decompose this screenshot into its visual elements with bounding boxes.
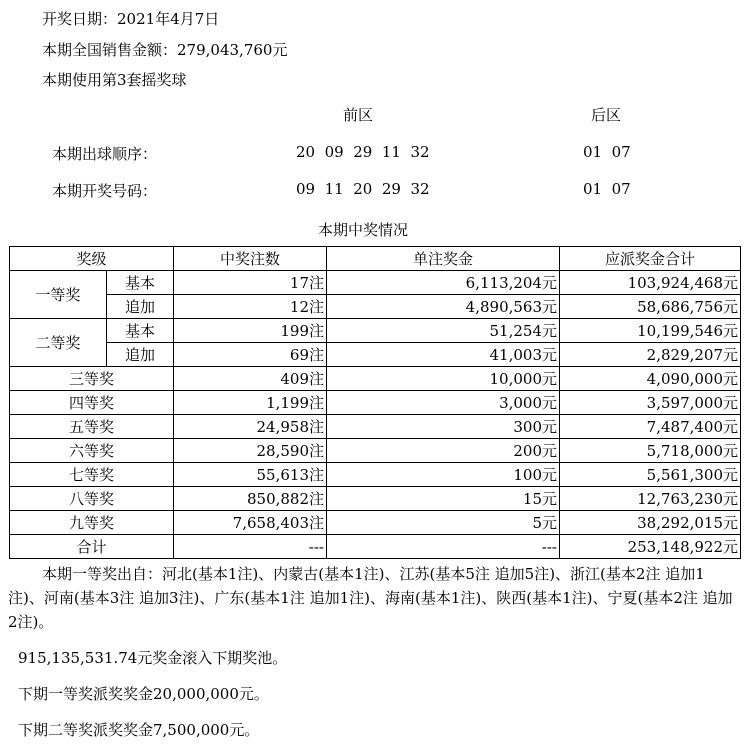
prize-cell: 10,000元 bbox=[327, 367, 560, 391]
header-prize: 单注奖金 bbox=[327, 247, 560, 271]
table-sum-row bbox=[10, 535, 741, 559]
count-cell: 1,199注 bbox=[174, 391, 327, 415]
next-second-prize-note: 下期二等奖派奖奖金7,500,000元。 bbox=[18, 721, 260, 739]
total-cell: 103,924,468元 bbox=[560, 271, 741, 295]
count-cell: 409注 bbox=[174, 367, 327, 391]
back-zone-label: 后区 bbox=[591, 106, 622, 124]
draw-order-back: 01 07 bbox=[583, 143, 631, 161]
winning-numbers-back: 01 07 bbox=[583, 180, 631, 198]
sub-extra: 追加 bbox=[107, 295, 174, 319]
prize-cell: 6,113,204元 bbox=[327, 271, 560, 295]
count-cell: 850,882注 bbox=[174, 487, 327, 511]
count-cell: 69注 bbox=[174, 343, 327, 367]
level-cell: 五等奖 bbox=[10, 415, 174, 439]
table-row bbox=[10, 319, 741, 343]
level-cell: 九等奖 bbox=[10, 511, 174, 535]
total-cell: 38,292,015元 bbox=[560, 511, 741, 535]
count-cell: 55,613注 bbox=[174, 463, 327, 487]
prize-cell: 300元 bbox=[327, 415, 560, 439]
total-cell: 4,090,000元 bbox=[560, 367, 741, 391]
sub-extra: 追加 bbox=[107, 343, 174, 367]
prize-cell: 3,000元 bbox=[327, 391, 560, 415]
total-cell: 5,718,000元 bbox=[560, 439, 741, 463]
sum-total: 253,148,922元 bbox=[560, 535, 741, 559]
prize-cell: 41,003元 bbox=[327, 343, 560, 367]
header-level: 奖级 bbox=[10, 247, 174, 271]
winning-numbers-front: 09 11 20 29 32 bbox=[296, 180, 430, 198]
total-cell: 2,829,207元 bbox=[560, 343, 741, 367]
table-title: 本期中奖情况 bbox=[318, 221, 409, 239]
count-cell: 28,590注 bbox=[174, 439, 327, 463]
sum-count: --- bbox=[174, 535, 327, 559]
count-cell: 199注 bbox=[174, 319, 327, 343]
prize-cell: 5元 bbox=[327, 511, 560, 535]
sum-prize: --- bbox=[327, 535, 560, 559]
draw-date-line bbox=[42, 8, 219, 29]
winning-numbers-label: 本期开奖号码： bbox=[52, 182, 158, 200]
draw-date: 2021年4月7日 bbox=[117, 10, 220, 28]
prize-cell: 51,254元 bbox=[327, 319, 560, 343]
level-cell: 八等奖 bbox=[10, 487, 174, 511]
table-header-row bbox=[10, 247, 741, 271]
count-cell: 7,658,403注 bbox=[174, 511, 327, 535]
rollover-note: 915,135,531.74元奖金滚入下期奖池。 bbox=[18, 649, 288, 667]
sub-basic: 基本 bbox=[107, 319, 174, 343]
total-cell: 58,686,756元 bbox=[560, 295, 741, 319]
table-row bbox=[10, 391, 741, 415]
total-cell: 5,561,300元 bbox=[560, 463, 741, 487]
sub-basic: 基本 bbox=[107, 271, 174, 295]
prize-table bbox=[9, 246, 741, 559]
level-cell: 三等奖 bbox=[10, 367, 174, 391]
front-zone-label: 前区 bbox=[343, 106, 374, 124]
level-cell: 六等奖 bbox=[10, 439, 174, 463]
draw-order-front: 20 09 29 11 32 bbox=[296, 143, 430, 161]
count-cell: 17注 bbox=[174, 271, 327, 295]
table-row bbox=[10, 271, 741, 295]
total-cell: 10,199,546元 bbox=[560, 319, 741, 343]
prize-cell: 100元 bbox=[327, 463, 560, 487]
table-row bbox=[10, 463, 741, 487]
table-row bbox=[10, 415, 741, 439]
header-count: 中奖注数 bbox=[174, 247, 327, 271]
level-cell: 七等奖 bbox=[10, 463, 174, 487]
prize-cell: 200元 bbox=[327, 439, 560, 463]
sales-amount: 279,043,760元 bbox=[177, 41, 288, 59]
table-row bbox=[10, 295, 741, 319]
header-total: 应派奖金合计 bbox=[560, 247, 741, 271]
sales-line bbox=[42, 39, 287, 60]
prize-cell: 4,890,563元 bbox=[327, 295, 560, 319]
table-row bbox=[10, 343, 741, 367]
level-cell: 四等奖 bbox=[10, 391, 174, 415]
table-row bbox=[10, 439, 741, 463]
draw-date-label: 开奖日期： bbox=[42, 10, 118, 28]
machine-note: 本期使用第3套摇奖球 bbox=[42, 71, 187, 89]
total-cell: 7,487,400元 bbox=[560, 415, 741, 439]
first-prize-winners-note: 本期一等奖出自：河北(基本1注)、内蒙古(基本1注)、江苏(基本5注 追加5注)、浙江(基本2注 追加1注)、河南(基本3注 追加3注)、广东(基本1注 追加1注)、海南(基本1注)、陕西(基本1注)、宁夏(基本2注 追加2注)。 bbox=[8, 565, 733, 631]
total-cell: 3,597,000元 bbox=[560, 391, 741, 415]
sum-label: 合计 bbox=[10, 535, 174, 559]
count-cell: 12注 bbox=[174, 295, 327, 319]
prize-cell: 15元 bbox=[327, 487, 560, 511]
total-cell: 12,763,230元 bbox=[560, 487, 741, 511]
table-row bbox=[10, 367, 741, 391]
table-row bbox=[10, 487, 741, 511]
second-prize-label: 二等奖 bbox=[10, 319, 107, 367]
next-first-prize-note: 下期一等奖派奖奖金20,000,000元。 bbox=[18, 685, 269, 703]
count-cell: 24,958注 bbox=[174, 415, 327, 439]
first-prize-label: 一等奖 bbox=[10, 271, 107, 319]
draw-order-label: 本期出球顺序： bbox=[52, 145, 158, 163]
sales-label: 本期全国销售金额： bbox=[42, 41, 178, 59]
table-row bbox=[10, 511, 741, 535]
